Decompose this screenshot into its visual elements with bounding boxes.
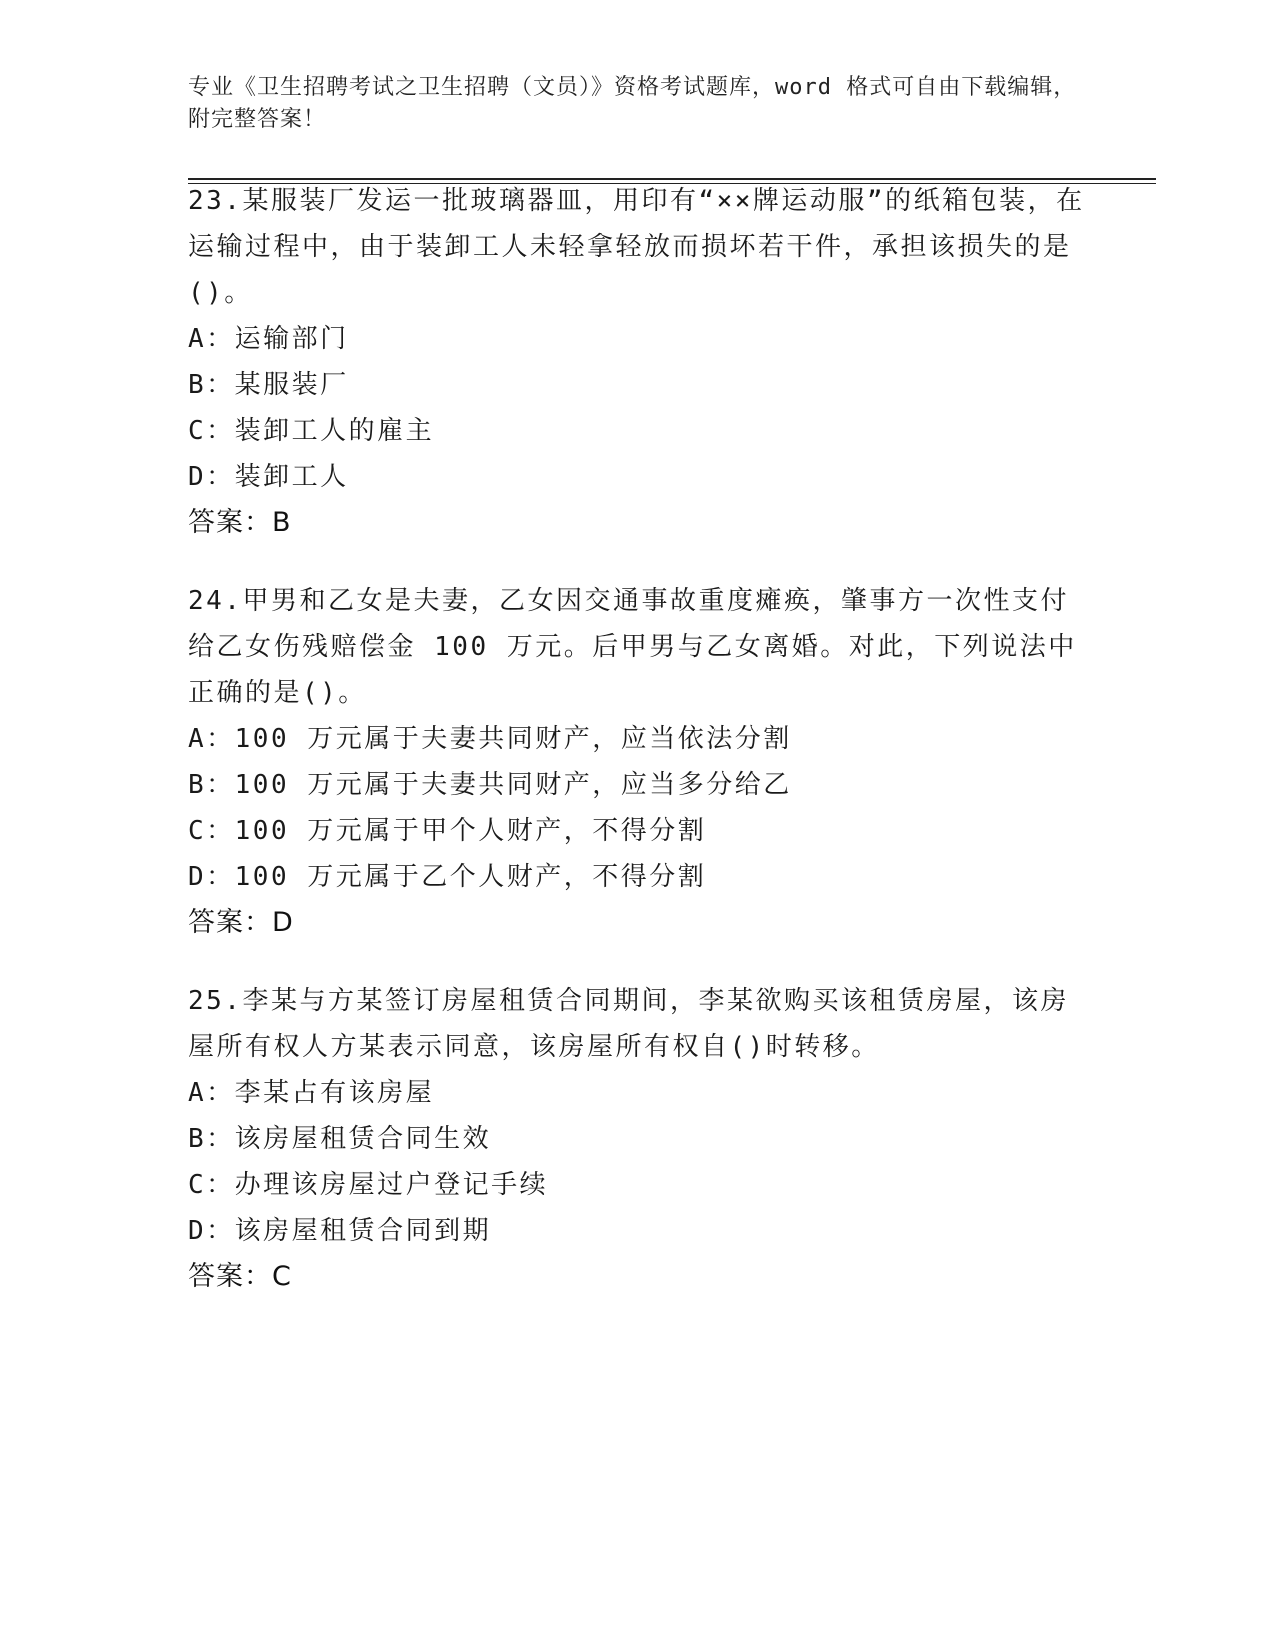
option-d: D：该房屋租赁合同到期 bbox=[188, 1216, 492, 1246]
answer-line: 答案：C bbox=[188, 1261, 292, 1292]
option-d: D：装卸工人 bbox=[188, 462, 349, 492]
question-25 bbox=[188, 978, 1088, 1300]
question-stem: 24.甲男和乙女是夫妻，乙女因交通事故重度瘫痪，肇事方一次性支付给乙女伤残赔偿金 100 万元。后甲男与乙女离婚。对此，下列说法中正确的是()。 bbox=[188, 586, 1077, 708]
document-intro: 专业《卫生招聘考试之卫生招聘（文员）》资格考试题库，word 格式可自由下载编辑，附完整答案！ bbox=[188, 75, 1077, 132]
answer-line: 答案：B bbox=[188, 507, 292, 538]
option-d: D：100 万元属于乙个人财产，不得分割 bbox=[188, 862, 707, 892]
option-b: B：100 万元属于夫妻共同财产，应当多分给乙 bbox=[188, 770, 792, 800]
question-23 bbox=[188, 178, 1088, 546]
option-c: C：100 万元属于甲个人财产，不得分割 bbox=[188, 816, 707, 846]
question-stem: 25.李某与方某签订房屋租赁合同期间，李某欲购买该租赁房屋，该房屋所有权人方某表示同意，该房屋所有权自()时转移。 bbox=[188, 986, 1069, 1062]
option-a: A：运输部门 bbox=[188, 324, 349, 354]
question-24 bbox=[188, 578, 1088, 946]
option-b: B：某服装厂 bbox=[188, 370, 349, 400]
answer-line: 答案：D bbox=[188, 907, 294, 938]
question-stem: 23.某服装厂发运一批玻璃器皿，用印有“××牌运动服”的纸箱包装，在运输过程中，由于装卸工人未轻拿轻放而损坏若干件，承担该损失的是()。 bbox=[188, 186, 1085, 308]
option-a: A：李某占有该房屋 bbox=[188, 1078, 435, 1108]
option-a: A：100 万元属于夫妻共同财产，应当依法分割 bbox=[188, 724, 792, 754]
option-c: C：装卸工人的雇主 bbox=[188, 416, 435, 446]
option-c: C：办理该房屋过户登记手续 bbox=[188, 1170, 549, 1200]
option-b: B：该房屋租赁合同生效 bbox=[188, 1124, 492, 1154]
